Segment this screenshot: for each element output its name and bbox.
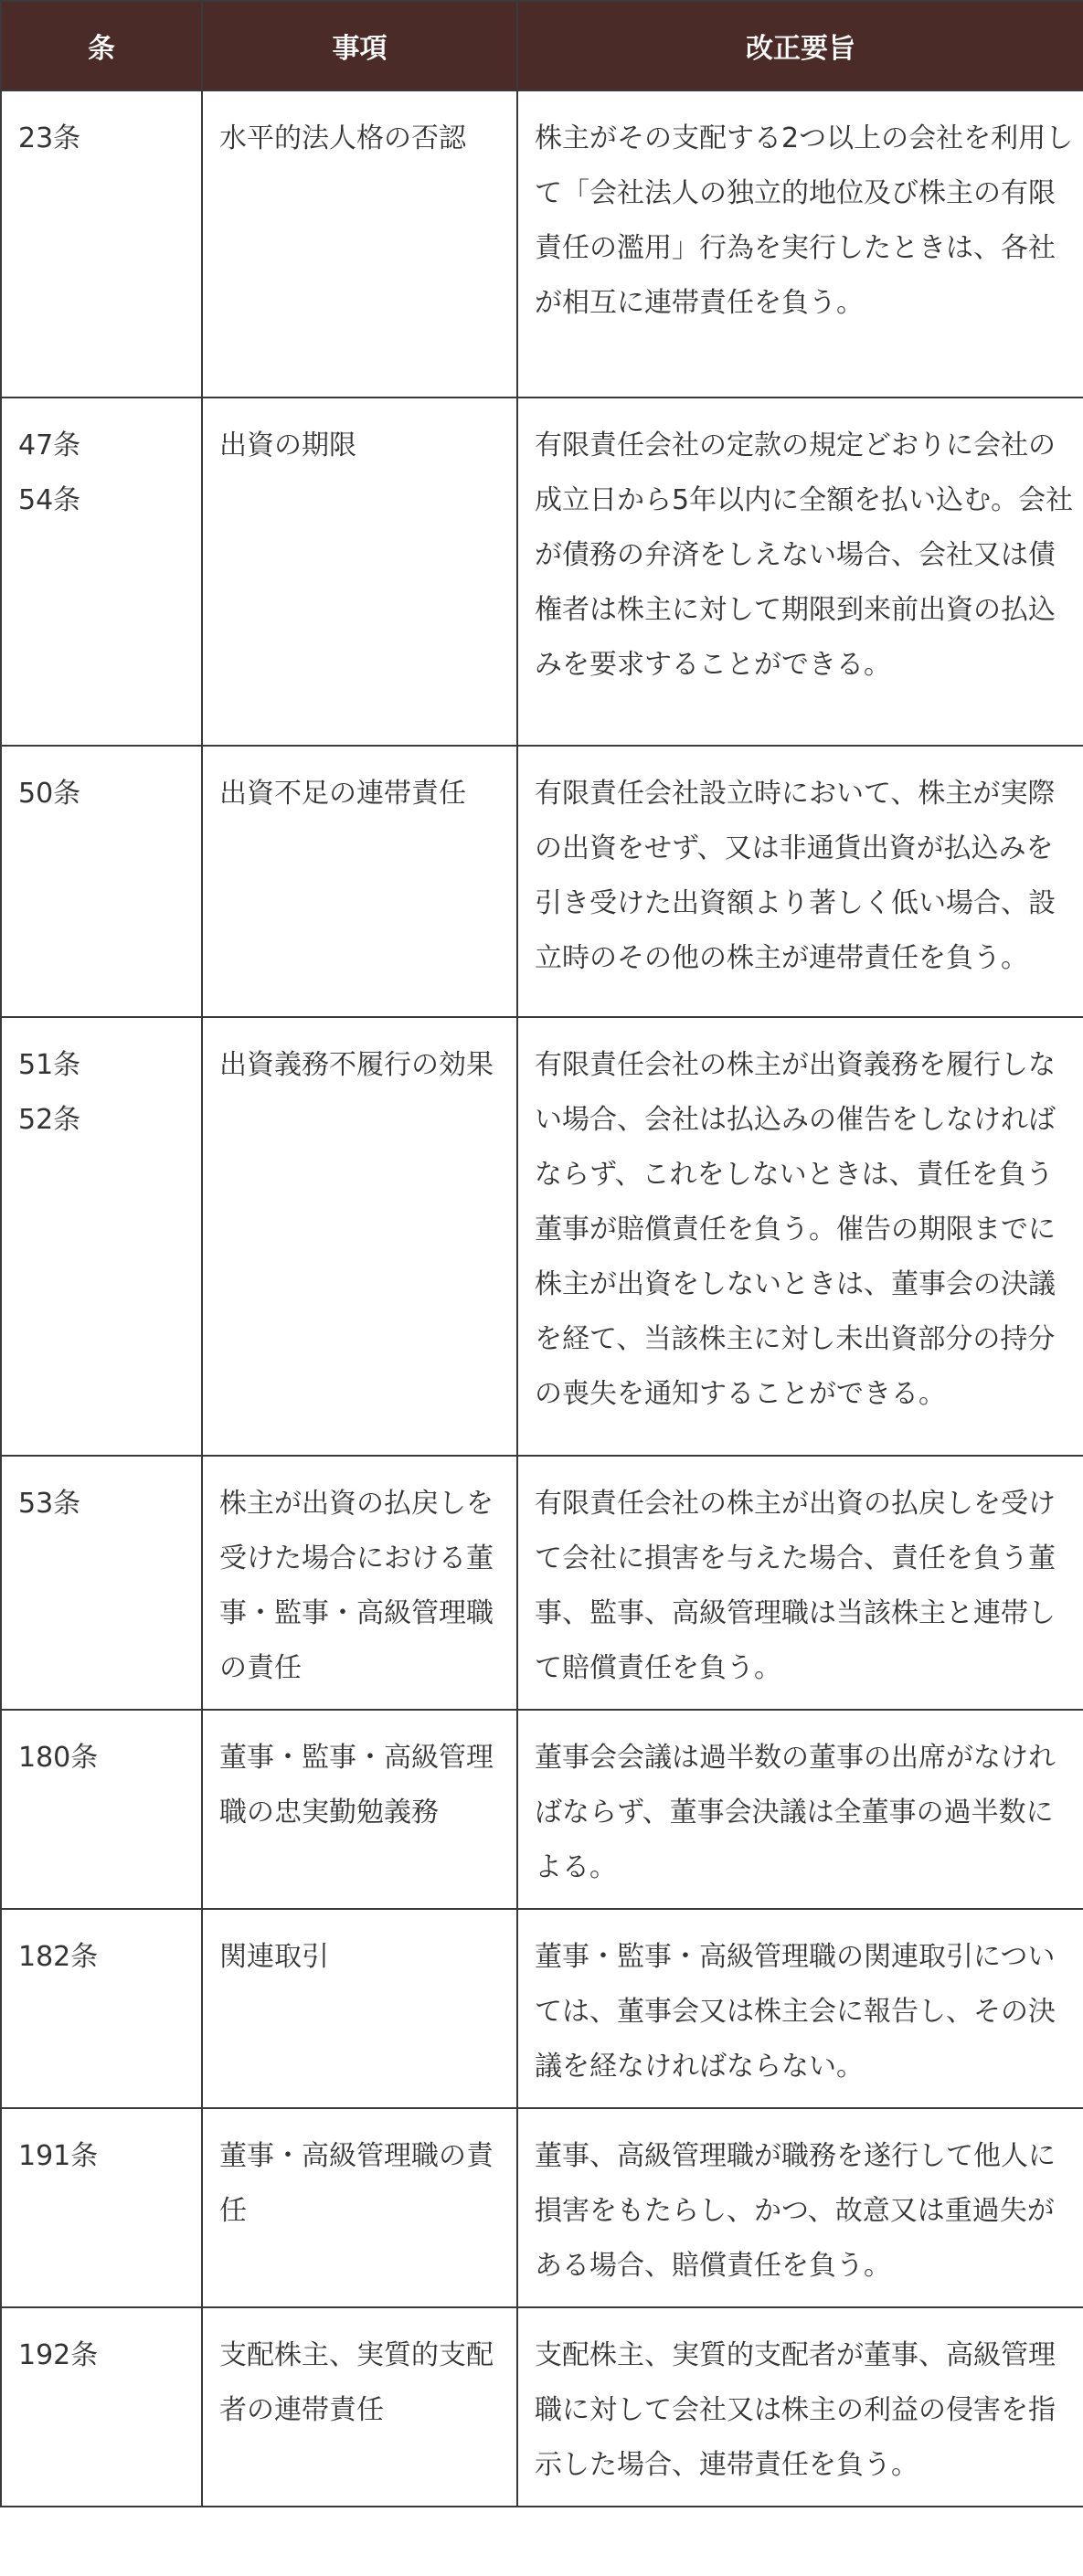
summary-cell: 董事会会議は過半数の董事の出席がなければならず、董事会決議は全董事の過半数による。	[517, 1710, 1083, 1909]
article-cell: 192条	[1, 2307, 202, 2507]
summary-cell: 董事、高級管理職が職務を遂行して他人に損害をもたらし、かつ、故意又は重過失がある場合、賠償責任を負う。	[517, 2108, 1083, 2307]
header-summary: 改正要旨	[517, 1, 1083, 90]
article-cell: 53条	[1, 1456, 202, 1710]
table-row	[1, 1456, 1083, 1710]
summary-cell: 董事・監事・高級管理職の関連取引については、董事会又は株主会に報告し、その決議を経なければならない。	[517, 1909, 1083, 2108]
matter-cell: 株主が出資の払戻しを受けた場合における董事・監事・高級管理職の責任	[202, 1456, 517, 1710]
article-cell: 191条	[1, 2108, 202, 2307]
table-body	[1, 90, 1083, 2507]
matter-cell: 水平的法人格の否認	[202, 90, 517, 398]
table-row	[1, 2108, 1083, 2307]
article-cell: 180条	[1, 1710, 202, 1909]
summary-cell: 有限責任会社の株主が出資義務を履行しない場合、会社は払込みの催告をしなければならず、これをしないときは、責任を負う董事が賠償責任を負う。催告の期限までに株主が出資をしないときは、董事会の決議を経て、当該株主に対し未出資部分の持分の喪失を通知することができる。	[517, 1017, 1083, 1456]
header-row	[1, 1, 1083, 90]
matter-cell: 董事・高級管理職の責任	[202, 2108, 517, 2307]
summary-cell: 有限責任会社の定款の規定どおりに会社の成立日から5年以内に全額を払い込む。会社が債務の弁済をしえない場合、会社又は債権者は株主に対して期限到来前出資の払込みを要求することができる。	[517, 398, 1083, 746]
matter-cell: 支配株主、実質的支配者の連帯責任	[202, 2307, 517, 2507]
header-article: 条	[1, 1, 202, 90]
summary-cell: 有限責任会社の株主が出資の払戻しを受けて会社に損害を与えた場合、責任を負う董事、監事、高級管理職は当該株主と連帯して賠償責任を負う。	[517, 1456, 1083, 1710]
header-matter: 事項	[202, 1, 517, 90]
summary-cell: 株主がその支配する2つ以上の会社を利用して「会社法人の独立的地位及び株主の有限責任の濫用」行為を実行したときは、各社が相互に連帯責任を負う。	[517, 90, 1083, 398]
table-row	[1, 746, 1083, 1017]
table-row	[1, 398, 1083, 746]
article-cell: 23条	[1, 90, 202, 398]
table-row	[1, 1909, 1083, 2108]
matter-cell: 関連取引	[202, 1909, 517, 2108]
table-row	[1, 1710, 1083, 1909]
matter-cell: 董事・監事・高級管理職の忠実勤勉義務	[202, 1710, 517, 1909]
article-cell: 50条	[1, 746, 202, 1017]
table-header	[1, 1, 1083, 90]
summary-cell: 有限責任会社設立時において、株主が実際の出資をせず、又は非通貨出資が払込みを引き受けた出資額より著しく低い場合、設立時のその他の株主が連帯責任を負う。	[517, 746, 1083, 1017]
article-cell: 182条	[1, 1909, 202, 2108]
table-row	[1, 2307, 1083, 2507]
matter-cell: 出資義務不履行の効果	[202, 1017, 517, 1456]
article-cell: 47条 54条	[1, 398, 202, 746]
matter-cell: 出資の期限	[202, 398, 517, 746]
table-row	[1, 90, 1083, 398]
summary-cell: 支配株主、実質的支配者が董事、高級管理職に対して会社又は株主の利益の侵害を指示した場合、連帯責任を負う。	[517, 2307, 1083, 2507]
matter-cell: 出資不足の連帯責任	[202, 746, 517, 1017]
table-row	[1, 1017, 1083, 1456]
article-cell: 51条 52条	[1, 1017, 202, 1456]
